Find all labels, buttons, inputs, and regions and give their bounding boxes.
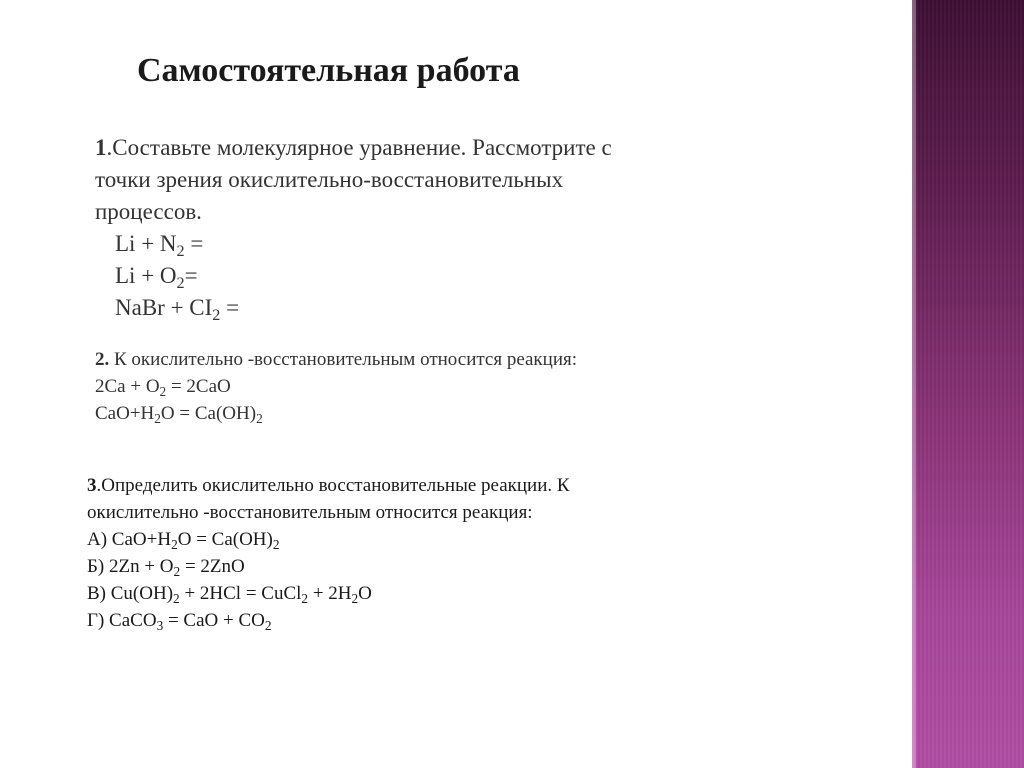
- answer-option-v: В) $Cu(OH)_2 + 2HCl$ = CuCl$_2$ + $2H_2O$: [87, 583, 372, 606]
- task-3-number: 3: [87, 475, 97, 496]
- task-1-line: точки зрения окислительно-восстановительных: [95, 167, 564, 192]
- task-2: [95, 346, 577, 427]
- task-2-line: [95, 346, 577, 373]
- answer-option-b: Б) $2Zn + O_2 = 2ZnO$: [87, 556, 245, 579]
- task-2-text: К окислительно -восстановительным относится реакция:: [109, 349, 578, 370]
- equation: $2Ca + O_2 = 2CaO$: [95, 376, 231, 399]
- task-3-text: .Определить окислительно восстановительные реакции. К: [96, 475, 570, 496]
- equation: NaBr + $CI_2$ =: [115, 295, 240, 324]
- task-3-line: [87, 472, 570, 499]
- equation: $Li + O_2=$: [115, 263, 198, 292]
- answer-option-a: А) $CaO+H_2O = Ca(OH)_2$: [87, 529, 280, 552]
- equation: $Li + N_2$ =: [115, 231, 204, 260]
- task-1-text: .Составьте молекулярное уравнение. Рассмотрите с: [106, 135, 612, 160]
- task-1: [95, 132, 612, 324]
- task-3-line: окислительно -восстановительным относится реакция:: [87, 502, 533, 523]
- task-1-number: 1: [95, 135, 107, 160]
- task-1-line: процессов.: [95, 199, 202, 224]
- task-2-number: 2.: [95, 349, 110, 370]
- task-3: [87, 472, 570, 634]
- equation: $CaO+H_2O = Ca(OH)_2$: [95, 403, 263, 426]
- page-title: Самостоятельная работа: [137, 52, 520, 89]
- answer-option-g: Г) CaCO$_3$ = CaO + $CO_2$: [87, 610, 272, 633]
- decorative-side-bar: [912, 0, 1024, 768]
- task-1-line: [95, 132, 612, 164]
